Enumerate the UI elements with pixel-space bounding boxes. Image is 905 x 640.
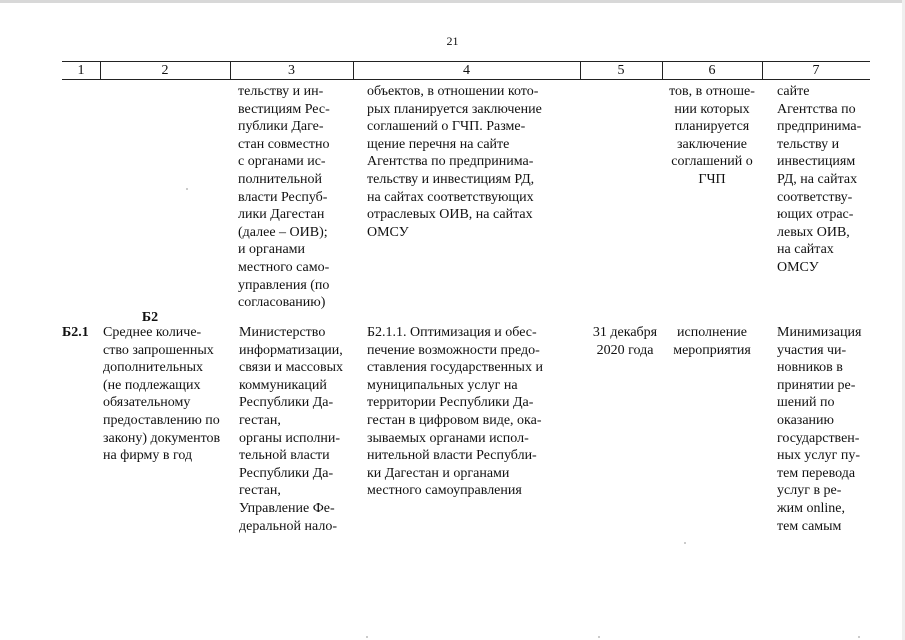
- page-number: 21: [446, 34, 459, 48]
- scan-top-edge: [0, 0, 905, 3]
- header-col-2: 2: [161, 63, 169, 78]
- row-measure: Б2.1.1. Оптимизация и обес- печение возможности предо- ставления государственных и муниципальных услуг на территории Республики Да- гестан в цифровом виде, ока- зываемых органами испол- нительной власти Республи- ки Дагестан и органами местного самоуправления: [367, 325, 543, 499]
- header-bottom-border: [62, 79, 870, 80]
- header-col-1: 1: [77, 63, 85, 78]
- continuation-cell-col7: сайте Агентства по предпринима- тельству и инвестициям РД, на сайтах соответству- ющих отрас- левых ОИВ, на сайтах ОМСУ: [777, 84, 862, 275]
- scan-speck: [186, 188, 188, 190]
- scan-speck: [684, 542, 686, 544]
- header-col-3: 3: [288, 63, 295, 78]
- header-col-7: 7: [812, 63, 820, 78]
- header-col-6: 6: [708, 63, 716, 78]
- row-effect: Минимизация участия чи- новников в принятии ре- шений по оказанию государствен- ных услуг пу- тем перевода услуг в ре- жим online, тем самым: [777, 325, 862, 534]
- section-label: Б2: [141, 310, 159, 325]
- scan-speck: [858, 636, 860, 638]
- continuation-cell-col6: тов, в отноше- нии которых планируется заключение соглашений о ГЧП: [669, 84, 755, 187]
- header-col-4: 4: [463, 63, 470, 78]
- continuation-cell-col3: тельству и ин- вестициям Рес- публики Даге- стан совместно с органами ис- полнительной власти Респуб- лики Дагестан (далее – ОИВ); и органами местного само- управления (по согласованию): [238, 84, 330, 311]
- scan-speck: [598, 636, 600, 638]
- header-col-5: 5: [617, 63, 625, 78]
- row-responsible: Министерство информатизации, связи и массовых коммуникаций Республики Да- гестан, органы исполни- тельной власти Республики Да- гестан, Управление Фе- деральной нало-: [239, 325, 344, 534]
- row-indicator: Среднее количе- ство запрошенных дополнительных (не подлежащих обязательному предоставлению по закону) документов на фирму в год: [103, 325, 221, 464]
- table-top-border: [62, 61, 870, 62]
- continuation-cell-col4: объектов, в отношении кото- рых планируется заключение соглашений о ГЧП. Разме- щение перечня на сайте Агентства по предпринима- тельству и инвестициям РД, на сайтах соответствующих отраслевых ОИВ, на сайтах ОМСУ: [367, 84, 542, 240]
- row-deadline: 31 декабря 2020 года: [592, 325, 658, 358]
- row-code: Б2.1: [62, 325, 89, 340]
- scan-speck: [366, 636, 368, 638]
- row-result: исполнение мероприятия: [673, 325, 751, 358]
